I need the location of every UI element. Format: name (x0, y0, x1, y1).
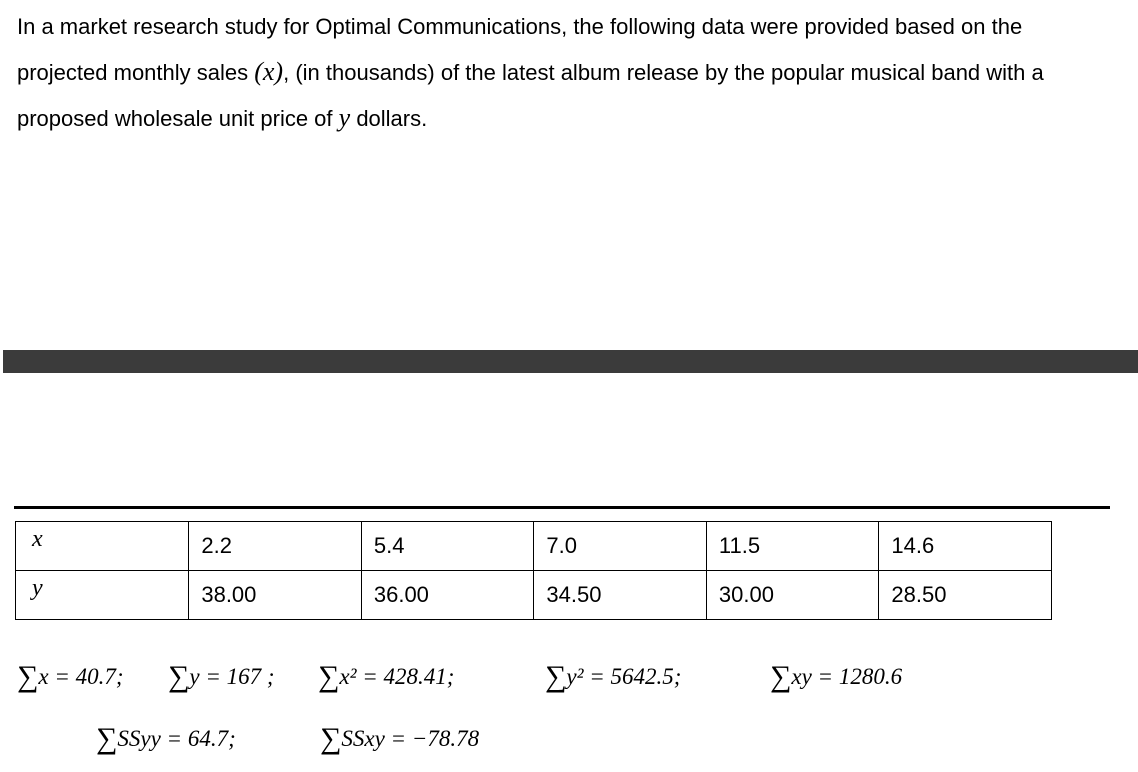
sum-y: ∑y = 167 ; (168, 660, 275, 693)
sum-x-squared: ∑x² = 428.41; (318, 660, 455, 693)
sigma-icon: ∑ (318, 660, 340, 693)
var-x: (x) (254, 57, 284, 86)
cell-y-2: 36.00 (361, 571, 534, 620)
table-top-rule (14, 506, 1110, 509)
sigma-icon: ∑ (320, 722, 342, 755)
cell-x-3: 7.0 (534, 522, 707, 571)
intro-text-1: In a market research study for Optimal Communications, the following data were provided based on the projected monthly sales (17, 14, 1023, 85)
sigma-icon: ∑ (168, 660, 190, 693)
table-row-x (16, 522, 1052, 571)
divider-bar (3, 350, 1138, 373)
row-label-y: y (16, 571, 189, 620)
sigma-icon: ∑ (96, 722, 118, 755)
var-y: y (338, 103, 351, 132)
table-row-y (16, 571, 1052, 620)
intro-text-3: dollars. (350, 106, 428, 131)
cell-x-5: 14.6 (879, 522, 1052, 571)
cell-x-2: 5.4 (361, 522, 534, 571)
sum-xy: ∑xy = 1280.6 (770, 660, 903, 693)
sigma-icon: ∑ (770, 660, 792, 693)
data-table (15, 521, 1052, 620)
problem-statement (17, 4, 1117, 141)
sigma-icon: ∑ (545, 660, 567, 693)
sigma-icon: ∑ (17, 660, 39, 693)
cell-x-1: 2.2 (189, 522, 362, 571)
cell-y-1: 38.00 (189, 571, 362, 620)
row-label-x: x (16, 522, 189, 571)
cell-y-4: 30.00 (706, 571, 879, 620)
ss-yy: ∑SSyy = 64.7; (96, 722, 236, 755)
cell-x-4: 11.5 (706, 522, 879, 571)
sum-x: ∑x = 40.7; (17, 660, 124, 693)
intro-text-2: , (in thousands) of the latest album release by the popular musical band with a proposed wholesale unit price of (17, 60, 1044, 131)
cell-y-5: 28.50 (879, 571, 1052, 620)
ss-xy: ∑SSxy = −78.78 (320, 722, 480, 755)
cell-y-3: 34.50 (534, 571, 707, 620)
sum-y-squared: ∑y² = 5642.5; (545, 660, 682, 693)
